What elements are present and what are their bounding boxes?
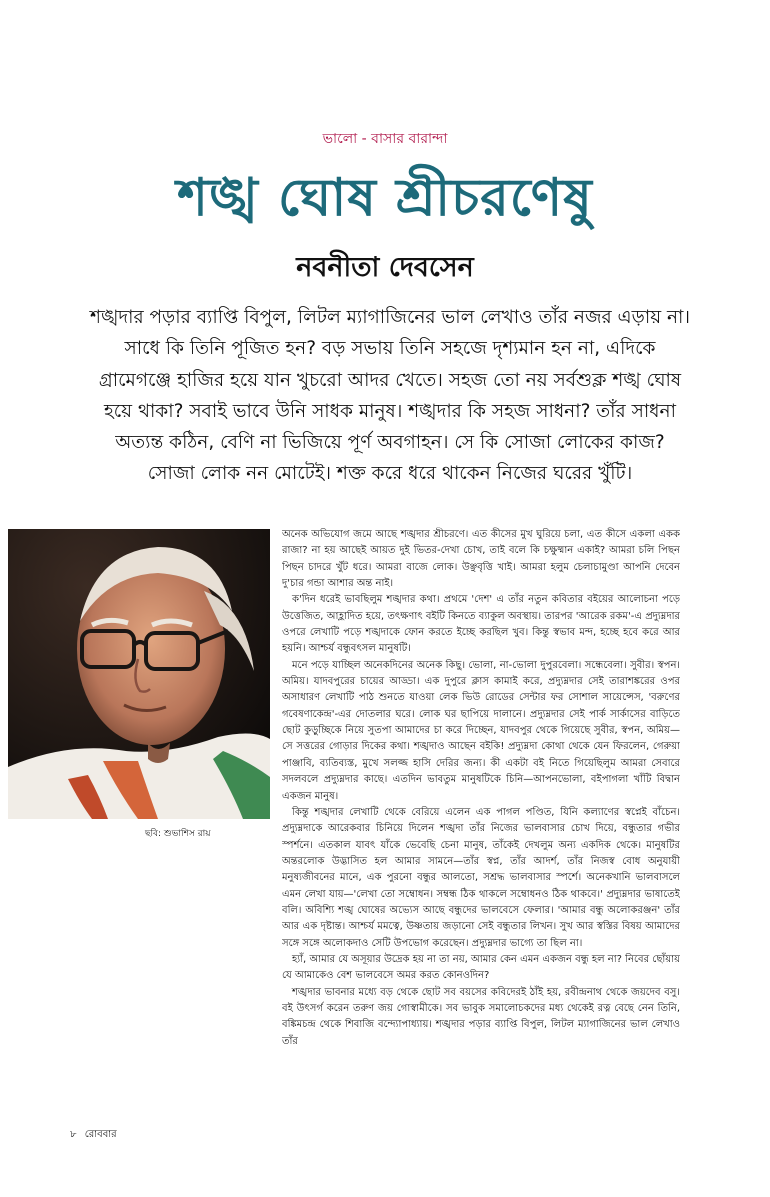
body-paragraph: মনে পড়ে যাচ্ছিল অনেকদিনের অনেক কিছু। ভোলা, না-ভোলা দুপুরবেলা। সন্ধেবেলা। সুবীর। স্বপন। অমিয়। যাদবপুরের চায়ের আড্ডা। এক দুপুরে ক্লাস কামাই করে, প্রদ্যুম্নদার সেই তারাশঙ্করের ওপর অসাধারণ লেখাটি পাঠ শুনতে যাওয়া লেক ভিউ রোডের সেন্টার ফর সোশাল সায়েন্সেস, 'বরুণের গবেষণাকেন্দ্র'-এর দোতলার ঘরে। লোক ঘর ছাপিয়ে দালানে। প্রদ্যুম্নদার সেই পার্ক সার্কাসের বাড়িতে ছোট কুড়ুচ্ছিকে নিয়ে সুতপা আমাদের চা করে দিচ্ছেন, যাদবপুর থেকে গিয়েছে সুবীর, স্বপন, অমিয়—সে সত্তরের গোড়ার দিকের কথা। শঙ্খদাও আছেন বইকি! প্রদ্যুম্নদা কোথা থেকে যেন ফিরলেন, গেরুয়া পাঞ্জাবি, ব্যতিব্যস্ত, মুখে সলজ্জ হাসি দেরির জন্য। কী একটা বই নিতে গিয়েছিলুম আমরা সেবারে সদলবলে প্রদ্যুম্নদার কাছে। এতদিন ভাবতুম মানুষটিকে চিনি—আপনভোলা, বইপাগলা খাঁটি বিদ্বান একজন মানুষ।: [282, 659, 680, 802]
section-label: ভালো - বাসার বারান্দা: [322, 131, 448, 147]
photo-caption: ছবি: শুভাশিস রায়: [145, 829, 211, 839]
publication-name: রোববার: [84, 1129, 117, 1140]
page-footer: [70, 1127, 117, 1144]
author-byline: নবনীতা দেবসেন: [296, 252, 474, 283]
body-paragraph: শঙ্খদার ভাবনার মধ্যে বড় থেকে ছোট সব বয়সের কবিদেরই ঠাঁই হয়, রবীন্দ্রনাথ থেকে জয়দেব বসু। বই উৎসর্গ করেন তরুণ জয় গোস্বামীকে। সব ভাবুক সমালোচকদের মধ্য থেকেই রত্ন বেছে নেন তিনি, বঙ্কিমচন্দ্র থেকে শিবাজি বন্দ্যোপাধ্যায়। শঙ্খদার পড়ার ব্যাপ্তি বিপুল, লিটল ম্যাগাজিনের ভাল লেখাও তাঁর: [282, 986, 680, 1047]
author-portrait-photo: [8, 529, 270, 819]
page-number: ৮: [70, 1129, 77, 1140]
intro-text: শঙ্খদার পড়ার ব্যাপ্তি বিপুল, লিটল ম্যাগাজিনের ভাল লেখাও তাঁর নজর এড়ায় না। সাধে কি তিনি পূজিত হন? বড় সভায় তিনি সহজে দৃশ্যমান হন না, এদিকে গ্রামেগঞ্জে হাজির হয়ে যান খুচরো আদর খেতে। সহজ তো নয় সর্বশুক্ল শঙ্খ ঘোষ হয়ে থাকা? সবাই ভাবে উনি সাধক মানুষ। শঙ্খদার কি সহজ সাধনা? তাঁর সাধনা অত্যন্ত কঠিন, বেণি না ভিজিয়ে পূর্ণ অবগাহন। সে কি সোজা লোকের কাজ? সোজা লোক নন মোটেই। শক্ত করে ধরে থাকেন নিজের ঘরের খুঁটি।: [90, 307, 690, 485]
article-title: শঙ্খ ঘোষ শ্রীচরণেষু: [177, 168, 593, 228]
body-paragraph: ক'দিন ধরেই ভাবছিলুম শঙ্খদার কথা। প্রথমে 'দেশ' এ তাঁর নতুন কবিতার বইয়ের আলোচনা পড়ে উত্তেজিত, আহ্লাদিত হয়ে, তৎক্ষণাৎ বইটি কিনতে ব্যাকুল অবস্থায়। তারপর 'আরেক রকম'-এ প্রদ্যুম্নদার ওপরে লেখাটি পড়ে শঙ্খদাকে ফোন করতে ইচ্ছে করছিল খুব। কিন্তু স্বভাব মন্দ, হচ্ছে হবে করে আর হয়নি। আশ্চর্য বন্ধুবৎসল মানুষটি।: [282, 594, 680, 655]
article-body: [282, 527, 680, 1117]
body-paragraph: হ্যাঁ, আমার যে অসূয়ার উদ্রেক হয় না তা নয়, আমার কেন এমন একজন বন্ধু হল না? নিবের ছোঁয়ায় যে আমাকেও বেশ ভালবেসে অমর করত কোনওদিন?: [282, 953, 680, 982]
body-paragraph: কিন্তু শঙ্খদার লেখাটি থেকে বেরিয়ে এলেন এক পাগল পণ্ডিত, যিনি কল্যাণের স্বপ্নেই বাঁচেন। প্রদ্যুম্নদাকে আরেকবার চিনিয়ে দিলেন শঙ্খদা তাঁর নিজের ভালবাসার চোখ দিয়ে, বন্ধুতার গভীর স্পর্শনে। এতকাল যাবৎ যাঁকে ভেবেছি চেনা মানুষ, তাঁকেই দেখলুম অন্য একদিক থেকে। মানুষটির অন্তরলোক উদ্ভাসিত হল আমার সামনে—তাঁর স্বপ্ন, তাঁর আদর্শ, তাঁর নিজস্ব বোধ অনুযায়ী মনুষ্যজীবনের মানে, এক পুরনো বন্ধুর আলতো, সশ্রদ্ধ ভালবাসার স্পর্শে। অনেকখানি ভালবাসলে এমন লেখা যায়—'লেখা তো সম্বোধন। সম্বন্ধ ঠিক থাকলে সম্বোধনও ঠিক থাকবে।' প্রদ্যুম্নদার ভাষাতেই বলি। অবিশ্যি শঙ্খ ঘোষের অভ্যেস আছে বন্ধুদের ভালবেসে ফেলার। 'আমার বন্ধু অলোকরঞ্জন' তাঁর আর এক দৃষ্টান্ত। আশ্চর্য মমত্বে, উষ্ণতায় জড়ানো সেই বন্ধুতার লিখন। সুখ আর স্বস্তির বিষয় আমাদের সঙ্গে সঙ্গে অলোকদাও সেটি উপভোগ করেছেন। প্রদ্যুম্নদার ভাগ্যে তা ছিল না।: [282, 806, 680, 949]
intro-standfirst: [90, 302, 690, 490]
body-paragraph: অনেক অভিযোগ জমে আছে শঙ্খদার শ্রীচরণে। এত কীসের মুখ ঘুরিয়ে চলা, এত কীসে একলা একক রাজা? না হয় আছেই আয়ত দুই ভিতর-দেখা চোখ, তাই বলে কি চক্ষুষ্মান একাই? আমরা চলি পিছন পিছন চাদরে খুঁট ধরে। আমরা বাজে লোক। উঞ্ছবৃত্তি খাই। আমরা হলুম চেলাচামুণ্ডা আপনি দেবেন দু'চার গন্ডা আশার অন্ত নাই।: [282, 529, 680, 590]
